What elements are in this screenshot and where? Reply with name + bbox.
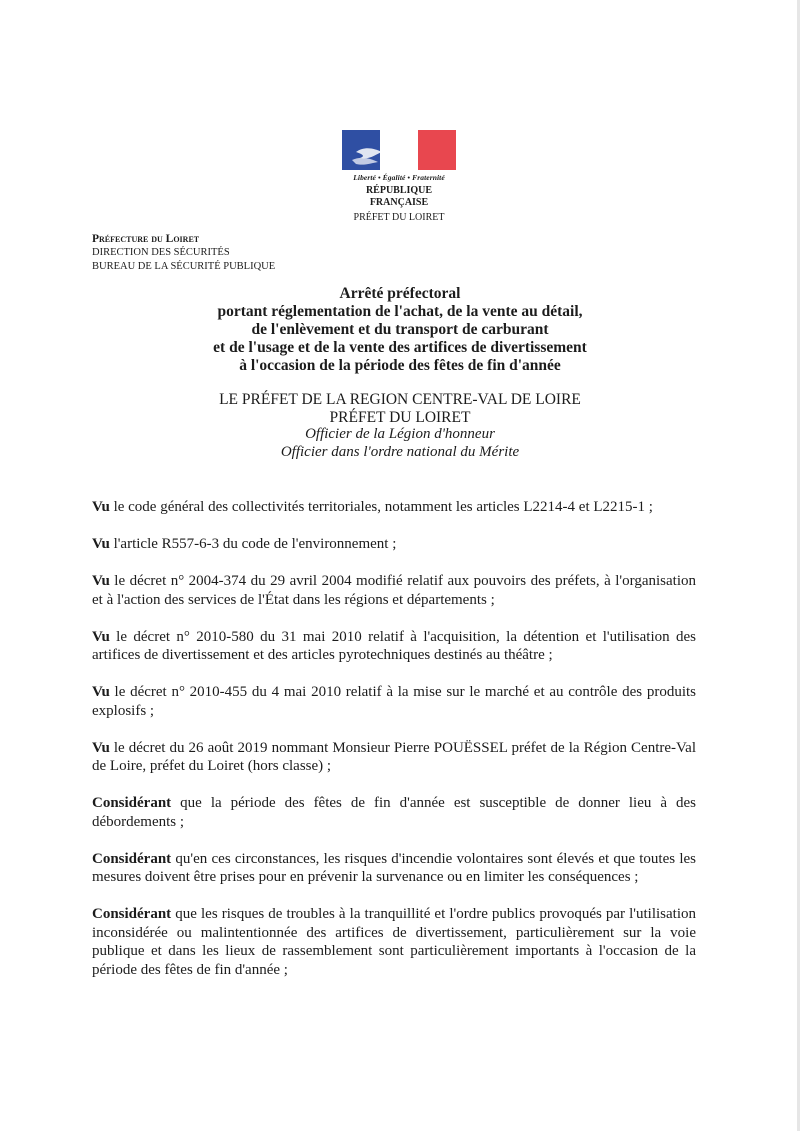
recital-paragraph	[92, 535, 696, 554]
title-line: et de l'usage et de la vente des artifices de divertissement	[213, 339, 587, 356]
recital-text: le décret du 26 août 2019 nommant Monsieur Pierre POUËSSEL préfet de la Région Centre-Val de Loire, préfet du Loiret (hors classe) ;	[92, 739, 696, 774]
marianne-flag-icon	[342, 130, 456, 170]
prefect-title: LE PRÉFET DE LA REGION CENTRE-VAL DE LOIRE	[219, 391, 581, 408]
recital-paragraph	[92, 905, 696, 979]
prefecture-name: Préfecture du Loiret	[92, 233, 200, 245]
document-body	[92, 498, 696, 998]
title-line: portant réglementation de l'achat, de la vente au détail,	[217, 303, 583, 320]
title-line: de l'enlèvement et du transport de carburant	[251, 321, 549, 338]
recital-paragraph	[92, 794, 696, 831]
recital-lead: Vu	[92, 628, 110, 645]
marianne-logo	[340, 130, 458, 224]
recital-text: qu'en ces circonstances, les risques d'incendie volontaires sont élevés et que toutes les mesures doivent être prises pour en prévenir la survenance ou en limiter les conséquences ;	[92, 850, 696, 885]
recital-lead: Considérant	[92, 795, 172, 811]
recital-paragraph	[92, 498, 696, 517]
recital-lead: Vu	[92, 499, 110, 515]
republic-name: RÉPUBLIQUE FRANÇAISE	[365, 184, 433, 208]
republic-motto: Liberté • Égalité • Fraternité	[353, 173, 445, 182]
issuing-department	[92, 232, 275, 275]
recital-text: le code général des collectivités territoriales, notamment les articles L2214-4 et L2215-1 ;	[109, 499, 653, 515]
recital-lead: Considérant	[92, 906, 172, 922]
recital-lead: Vu	[92, 739, 110, 756]
recital-text: l'article R557-6-3 du code de l'environnement ;	[109, 536, 397, 552]
bureau-name: BUREAU DE LA SÉCURITÉ PUBLIQUE	[92, 261, 276, 273]
recital-paragraph	[92, 572, 696, 609]
recital-paragraph	[92, 683, 696, 720]
prefect-block	[150, 391, 650, 461]
recital-paragraph	[92, 628, 696, 665]
recital-text: que les risques de troubles à la tranquillité et l'ordre publics provoqués par l'utilisation inconsidérée ou malintentionnée des artifices de divertissement, particulièrement sur la voie publique et dans les lieux de rassemblement sont particulièrement importants à l'occasion de la période des fêtes de fin d'année ;	[92, 906, 696, 978]
prefect-subtitle: PRÉFET DU LOIRET	[329, 408, 471, 426]
honour-line: Officier de la Légion d'honneur	[305, 426, 495, 442]
merit-line: Officier dans l'ordre national du Mérite	[280, 443, 520, 460]
logo-prefect: PRÉFET DU LOIRET	[353, 211, 445, 223]
recital-lead: Vu	[92, 573, 110, 589]
direction-name: DIRECTION DES SÉCURITÉS	[92, 247, 230, 259]
recital-text: le décret n° 2004-374 du 29 avril 2004 modifié relatif aux pouvoirs des préfets, à l'organisation et à l'action des services de l'État dans les régions et départements ;	[92, 573, 696, 608]
recital-text: le décret n° 2010-580 du 31 mai 2010 relatif à l'acquisition, la détention et l'utilisation des artifices de divertissement et des articles pyrotechniques destinés au théâtre ;	[92, 628, 696, 663]
document-title	[150, 285, 650, 375]
recital-text: que la période des fêtes de fin d'année est susceptible de donner lieu à des débordements ;	[92, 795, 696, 830]
recital-lead: Vu	[92, 684, 110, 700]
recital-lead: Vu	[92, 536, 110, 552]
title-line: à l'occasion de la période des fêtes de fin d'année	[239, 357, 561, 374]
recital-paragraph	[92, 739, 696, 776]
recital-lead: Considérant	[92, 850, 172, 867]
recital-paragraph	[92, 850, 696, 887]
recital-text: le décret n° 2010-455 du 4 mai 2010 relatif à la mise sur le marché et au contrôle des produits explosifs ;	[92, 684, 696, 719]
title-line: Arrêté préfectoral	[339, 285, 461, 302]
